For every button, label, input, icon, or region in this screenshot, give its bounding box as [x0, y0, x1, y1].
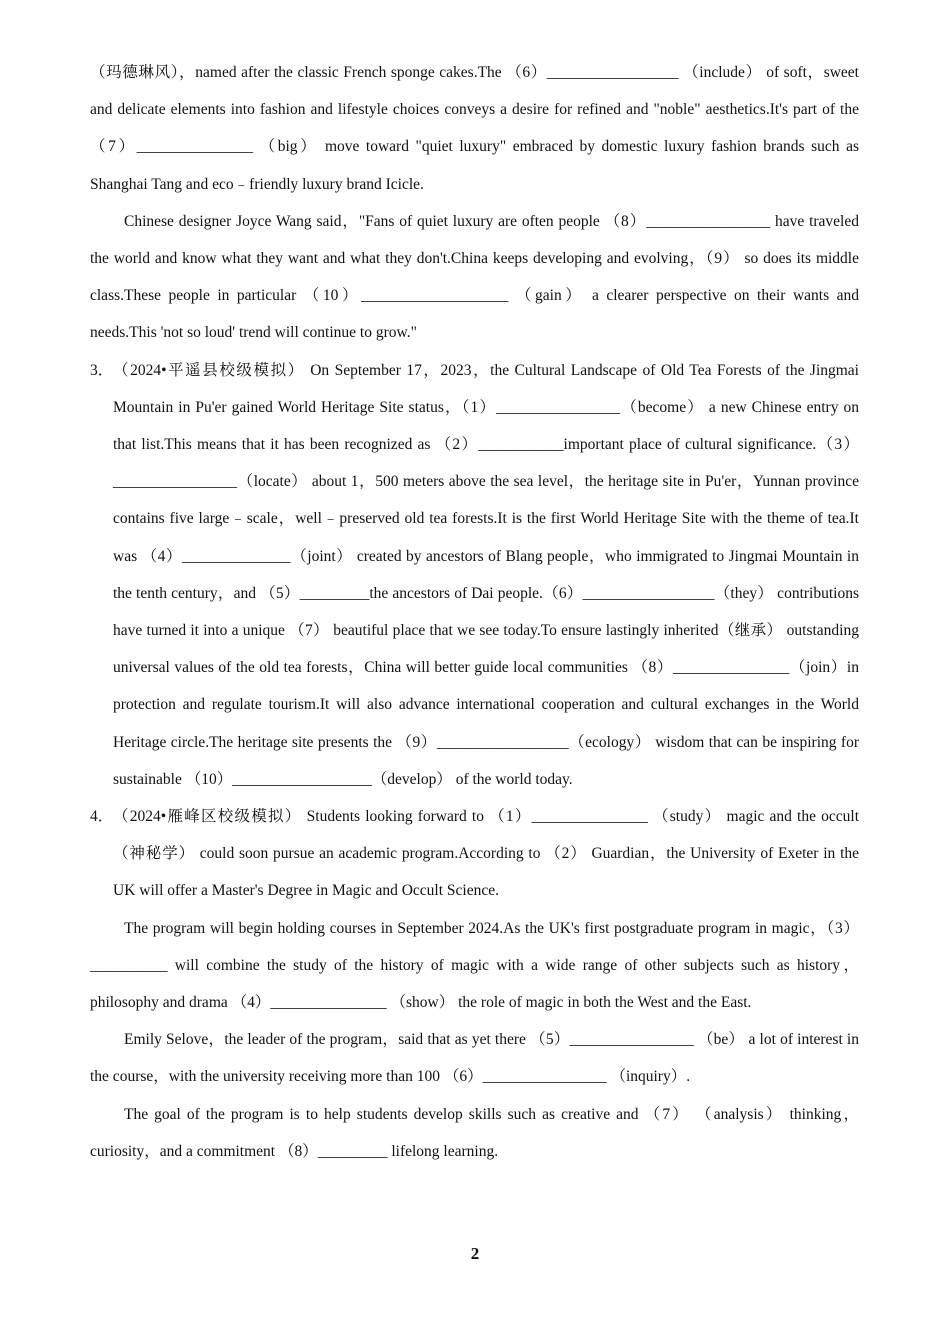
intro-paragraph-2: Chinese designer Joyce Wang said，"Fans of quiet luxury are often people （8）________________ have traveled the world and know what they want and what they don't.China keeps developing and evolving，（9） so does its middle class.These people in particular （10）___________________ （gain） a clearer perspective on their wants and needs.This 'not so loud' trend will continue to grow."	[90, 212, 859, 342]
document-page	[90, 54, 859, 1170]
question-4-text: （2024•雁峰区校级模拟） Students looking forward to （1）_______________ （study） magic and the occult （神秘学） could soon pursue an academic program.According to （2） Guardian，the University of Exeter in the UK will offer a Master's Degree in Magic and Occult Science.	[113, 808, 859, 900]
intro-paragraph-1: （玛德琳风），named after the classic French sponge cakes.The （6）_________________ （include） of soft，sweet and delicate elements into fashion and lifestyle choices conveys a desire for refined and "noble" aesthetics.It's part of the （7）_______________ （big） move toward "quiet luxury" embraced by domestic luxury fashion brands such as Shanghai Tang and eco﹣friendly luxury brand Icicle.	[90, 64, 859, 193]
question-4-paragraph-3: The goal of the program is to help students develop skills such as creative and （7） （analysis） thinking，curiosity，and a commitment （8）_________ lifelong learning.	[90, 1105, 859, 1160]
question-4-paragraph-1: The program will begin holding courses in September 2024.As the UK's first postgraduate program in magic，（3）__________ will combine the study of the history of magic with a wide range of other subjects such as history，philosophy and drama （4）_______________ （show） the role of magic in both the West and the East.	[90, 919, 859, 1012]
page-number: 2	[470, 1244, 480, 1263]
question-4-number: 4．	[90, 808, 114, 826]
question-4	[90, 798, 859, 910]
question-3-text: （2024•平遥县校级模拟） On September 17，2023，the Cultural Landscape of Old Tea Forests of the Jingmai Mountain in Pu'er gained World Heritage Site status，（1）________________（become） a new Chinese entry on that list.This means that it has been recognized as （2）___________important place of cultural significance.（3）________________（locate） about 1，500 meters above the sea level，the heritage site in Pu'er，Yunnan province contains five large﹣scale，well﹣preserved old tea forests.It is the first World Heritage Site with the theme of tea.It was （4）______________（joint） created by ancestors of Blang people，who immigrated to Jingmai Mountain in the tenth century，and （5）_________the ancestors of Dai people.（6）_________________（they） contributions have turned it into a unique （7） beautiful place that we see today.To ensure lastingly inherited（继承） outstanding universal values of the old tea forests，China will better guide local communities （8）_______________（join）in protection and regulate tourism.It will also advance international cooperation and cultural exchanges in the World Heritage circle.The heritage site presents the （9）_________________（ecology） wisdom that can be inspiring for sustainable （10）__________________（develop） of the world today.	[113, 361, 859, 788]
question-4-paragraph-2: Emily Selove，the leader of the program，said that as yet there （5）________________ （be） a lot of interest in the course，with the university receiving more than 100 （6）________________ （inquiry）.	[90, 1031, 859, 1086]
question-3-number: 3．	[90, 361, 114, 379]
question-3	[90, 352, 859, 798]
